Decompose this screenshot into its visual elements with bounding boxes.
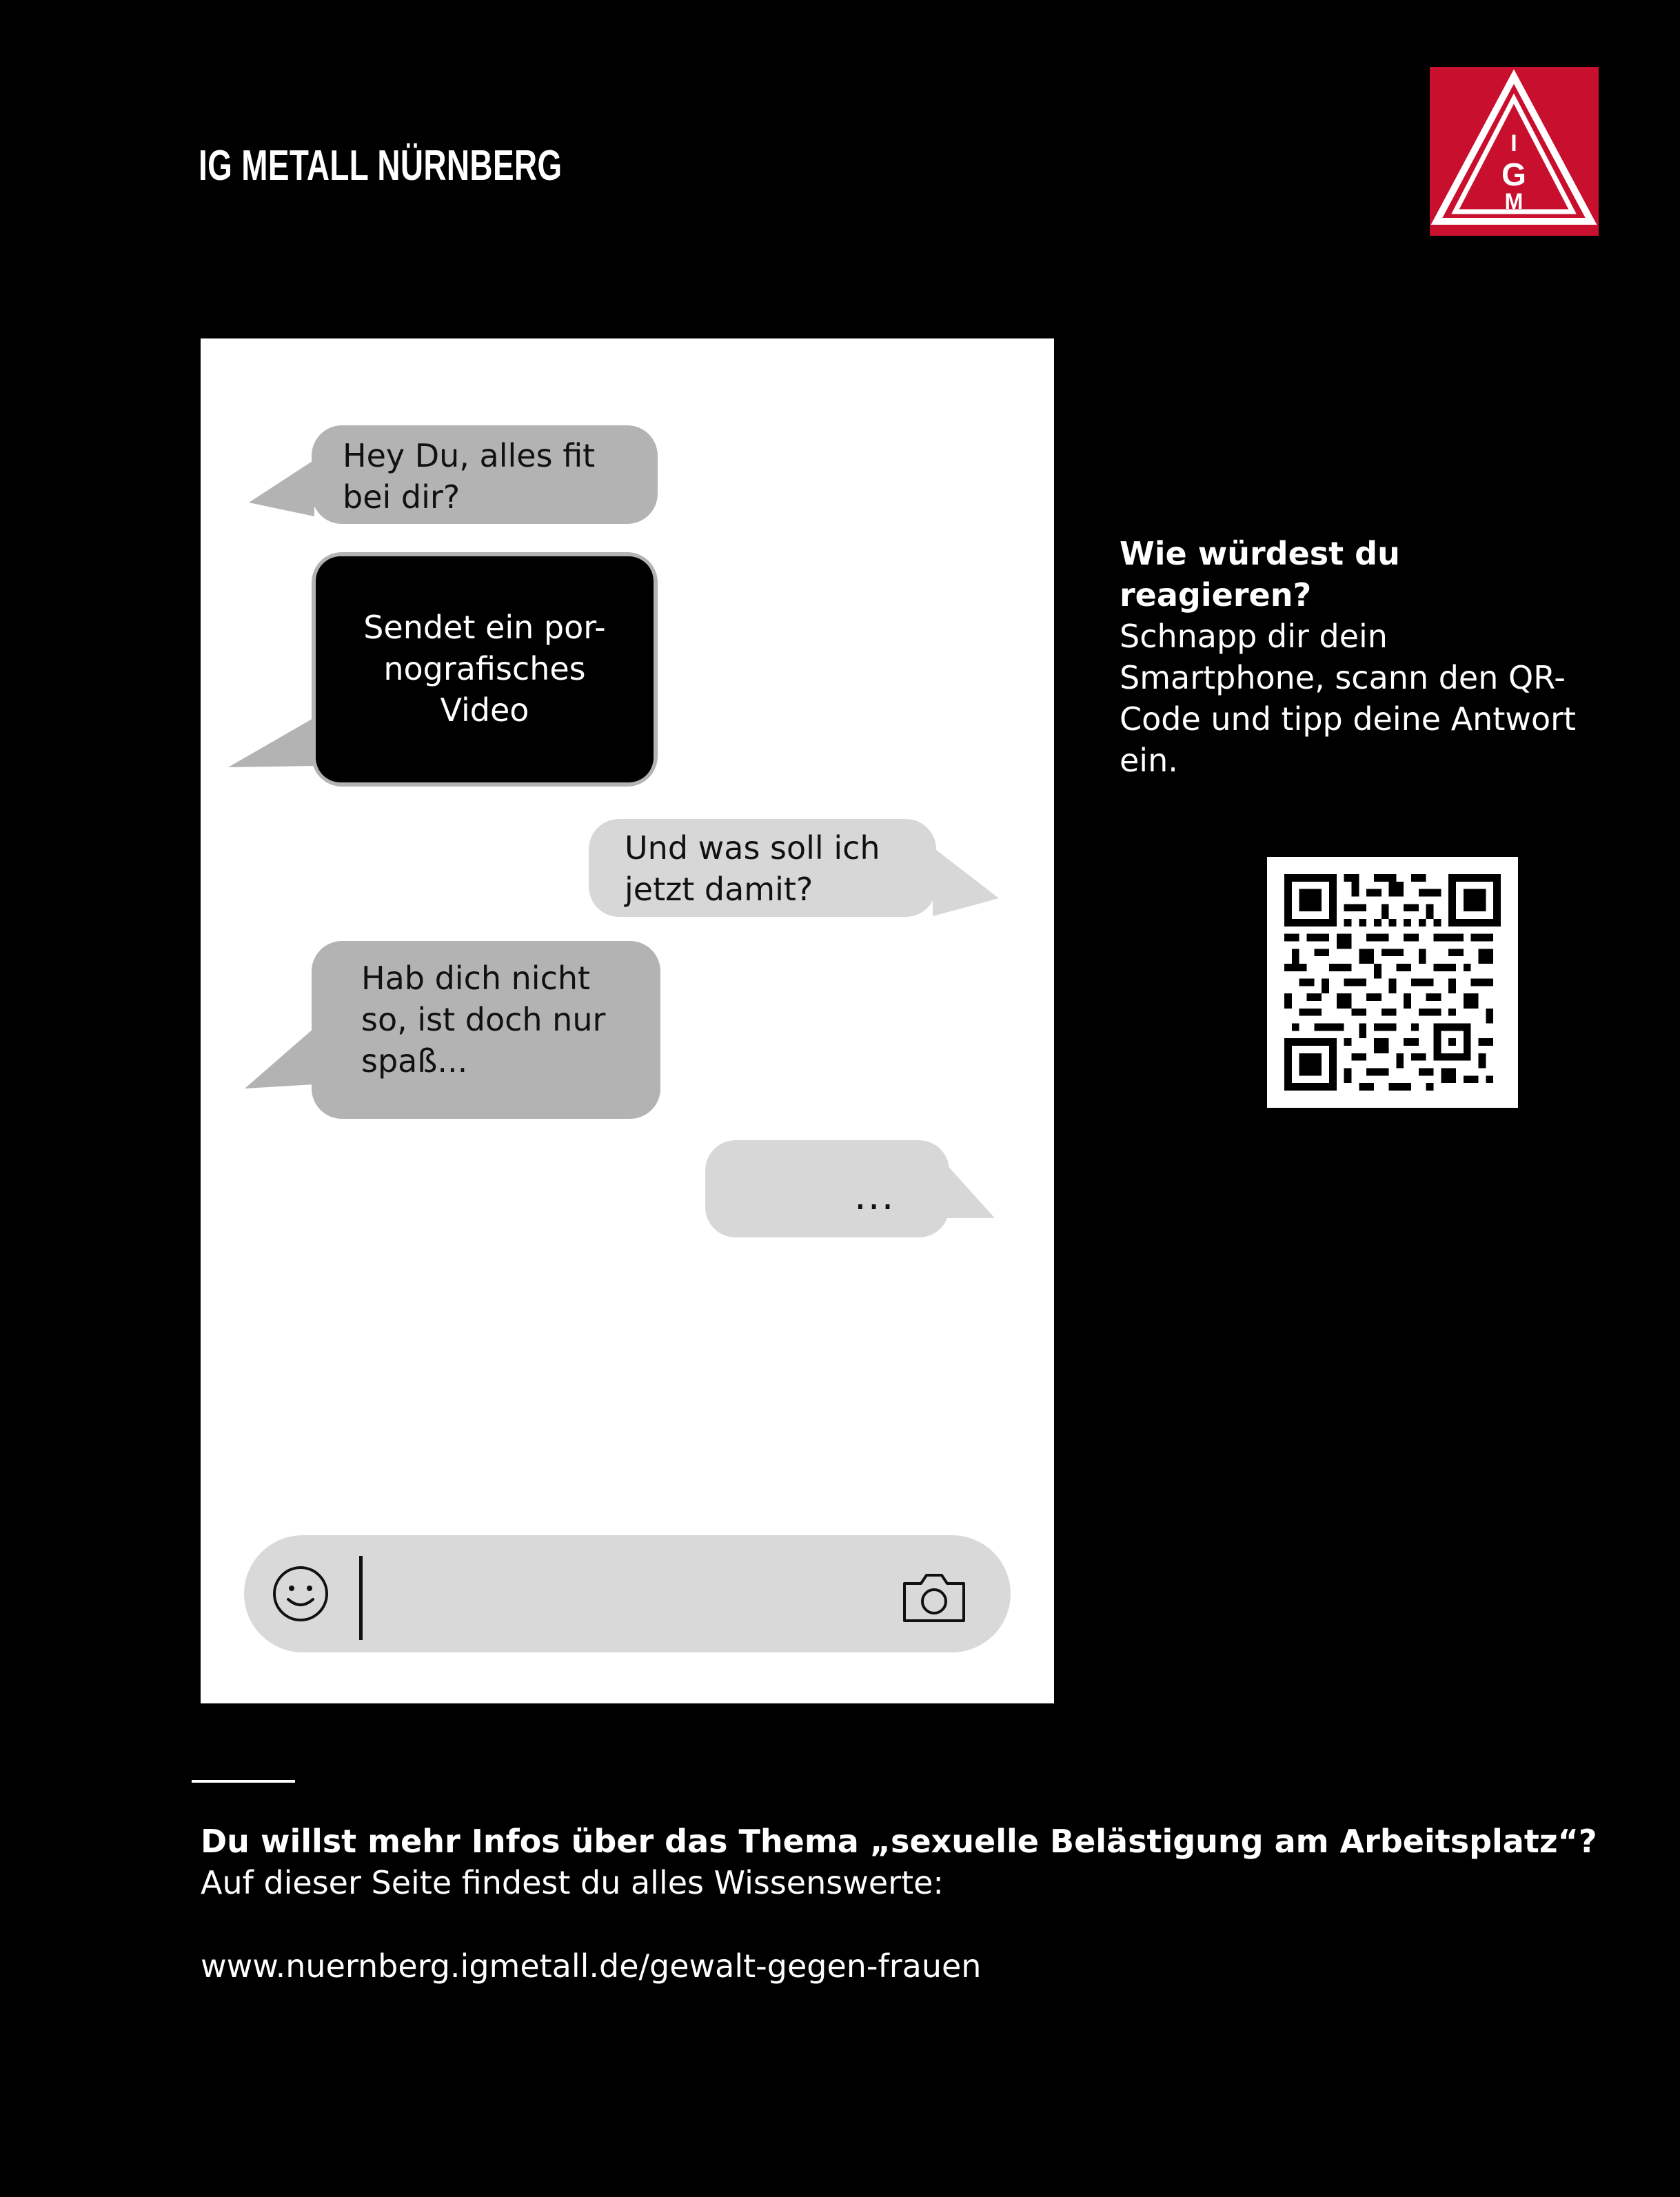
bubble-tail-3 [933,847,999,916]
message-input[interactable] [244,1535,1011,1652]
brand-title: IG METALL NÜRNBERG [199,142,563,190]
message-bubble-outgoing [589,819,936,917]
call-to-action [1120,533,1602,781]
bubble-tail-4 [245,1028,314,1089]
prompt-description: Schnapp dir dein Smartphone, scann den QR-Code und tipp deine Antwort ein. [1120,618,1577,779]
divider [192,1780,295,1783]
camera-icon[interactable] [900,1570,968,1625]
info-question: Du willst mehr Infos über das Thema „sexuelle Belästigung am Arbeitsplatz“? [201,1823,1597,1860]
smiley-icon[interactable] [272,1565,330,1623]
info-link[interactable]: www.nuernberg.igmetall.de/gewalt-gegen-frauen [201,1947,982,1985]
chat-window [201,338,1054,1703]
qr-code-icon [1284,874,1501,1091]
bubble-tail-1 [249,460,314,516]
message-text: Hey Du, alles fit bei dir? [343,437,596,516]
message-text: Und was soll ich jetzt damit? [625,829,880,908]
logo-letter-m: M [1504,189,1524,214]
ig-metall-logo-icon [1430,67,1599,236]
prompt-question: Wie würdest du reagieren? [1120,535,1400,614]
message-text: Hab dich nicht so, ist doch nur spaß... [361,960,606,1080]
info-description: Auf dieser Seite findest du alles Wissenswerte: [201,1864,944,1901]
text-cursor [359,1556,363,1640]
message-bubble-incoming [312,941,660,1119]
media-placeholder [316,556,654,782]
typing-bubble [705,1140,949,1237]
message-text: Sendet ein por- nografisches Video [363,609,606,729]
logo-letter-i: I [1510,130,1517,156]
message-bubble-incoming [312,425,658,524]
bubble-tail-5 [945,1163,995,1218]
bubble-tail-2 [228,718,314,767]
message-bubble-media[interactable] [312,552,658,787]
logo-letter-g: G [1501,156,1526,192]
typing-indicator: ... [854,1174,895,1219]
qr-code[interactable] [1267,857,1518,1108]
